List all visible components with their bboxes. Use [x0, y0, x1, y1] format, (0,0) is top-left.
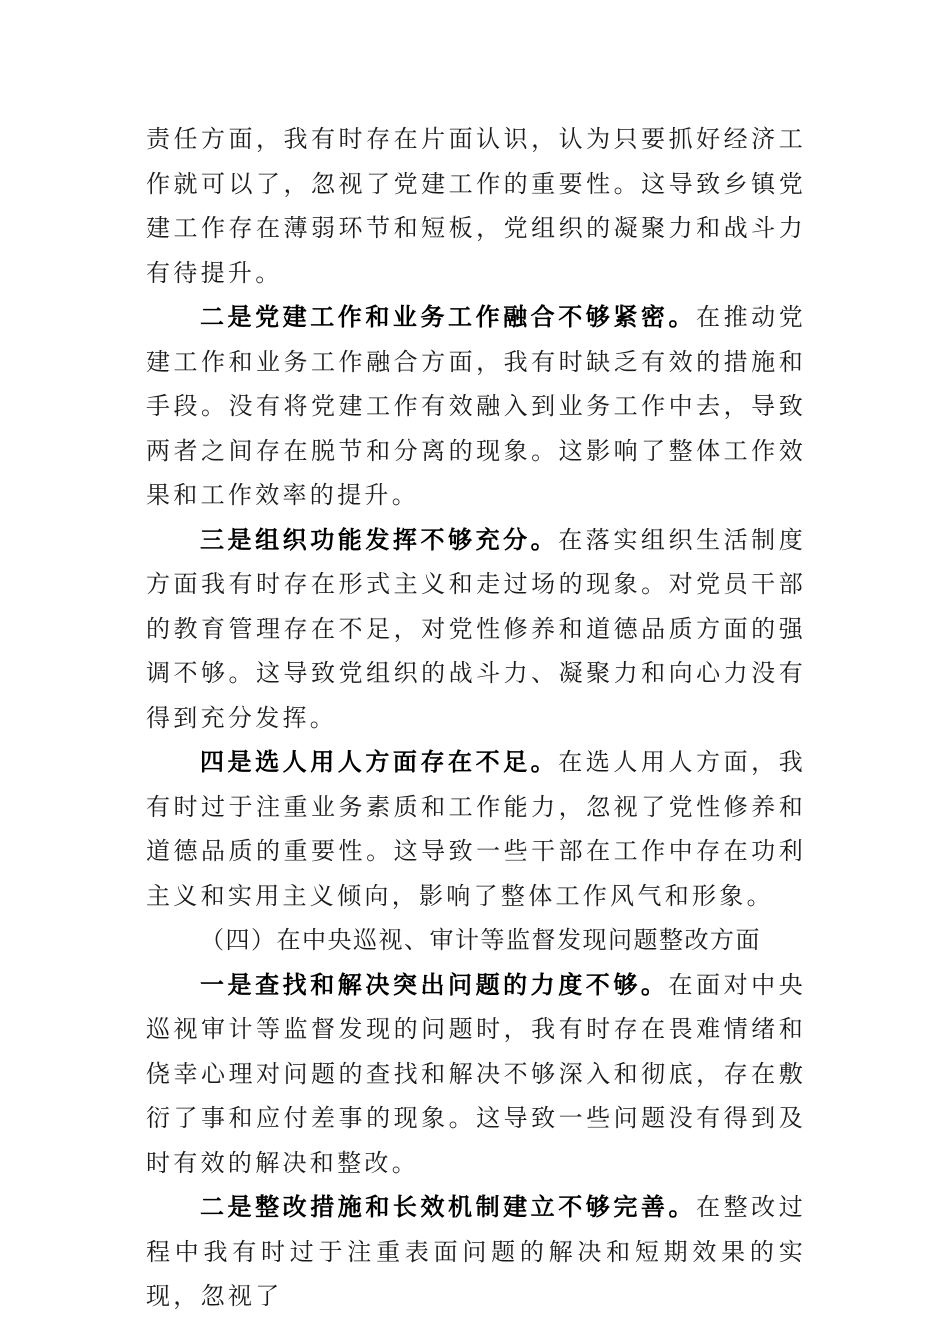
paragraph-continuation [146, 117, 806, 295]
paragraph-text: 在落实组织生活制度方面我有时存在形式主义和走过场的现象。对党员干部的教育管理存在不足，对党性修养和道德品质方面的强调不够。这导致党组织的战斗力、凝聚力和向心力没有得到充分发挥。 [146, 525, 807, 732]
paragraph-text: 在面对中央巡视审计等监督发现的问题时，我有时存在畏难情绪和侥幸心理对问题的查找和解决不够深入和彻底，存在敷衍了事和应付差事的现象。这导致一些问题没有得到及时有效的解决和整改。 [146, 970, 806, 1177]
paragraph-text: 在选人用人方面，我有时过于注重业务素质和工作能力，忽视了党性修养和道德品质的重要性。这导致一些干部在工作中存在功利主义和实用主义倾向，影响了整体工作风气和形象。 [146, 748, 807, 910]
paragraph-point-one-problem-solving [146, 963, 806, 1186]
paragraph-point-two-integration [146, 295, 806, 518]
paragraph-text: 责任方面，我有时存在片面认识，认为只要抓好经济工作就可以了，忽视了党建工作的重要性。这导致乡镇党建工作存在薄弱环节和短板，党组织的凝聚力和战斗力有待提升。 [146, 125, 806, 287]
paragraph-point-three-organization [146, 518, 806, 741]
paragraph-lead: 二是整改措施和长效机制建立不够完善。 [200, 1193, 697, 1221]
document-body [146, 117, 806, 1319]
paragraph-point-two-rectification [146, 1185, 806, 1319]
paragraph-point-four-personnel [146, 740, 806, 918]
paragraph-text: 在推动党建工作和业务工作融合方面，我有时缺乏有效的措施和手段。没有将党建工作有效融入到业务工作中去，导致两者之间存在脱节和分离的现象。这影响了整体工作效果和工作效率的提升。 [146, 303, 807, 509]
paragraph-lead: 四是选人用人方面存在不足。 [200, 748, 559, 776]
paragraph-text: 在整改过程中我有时过于注重表面问题的解决和短期效果的实现，忽视了 [146, 1193, 807, 1310]
paragraph-lead: 二是党建工作和业务工作融合不够紧密。 [200, 303, 697, 331]
paragraph-lead: 三是组织功能发挥不够充分。 [200, 525, 559, 554]
section-heading: （四）在中央巡视、审计等监督发现问题整改方面 [200, 926, 761, 954]
paragraph-lead: 一是查找和解决突出问题的力度不够。 [200, 970, 669, 999]
